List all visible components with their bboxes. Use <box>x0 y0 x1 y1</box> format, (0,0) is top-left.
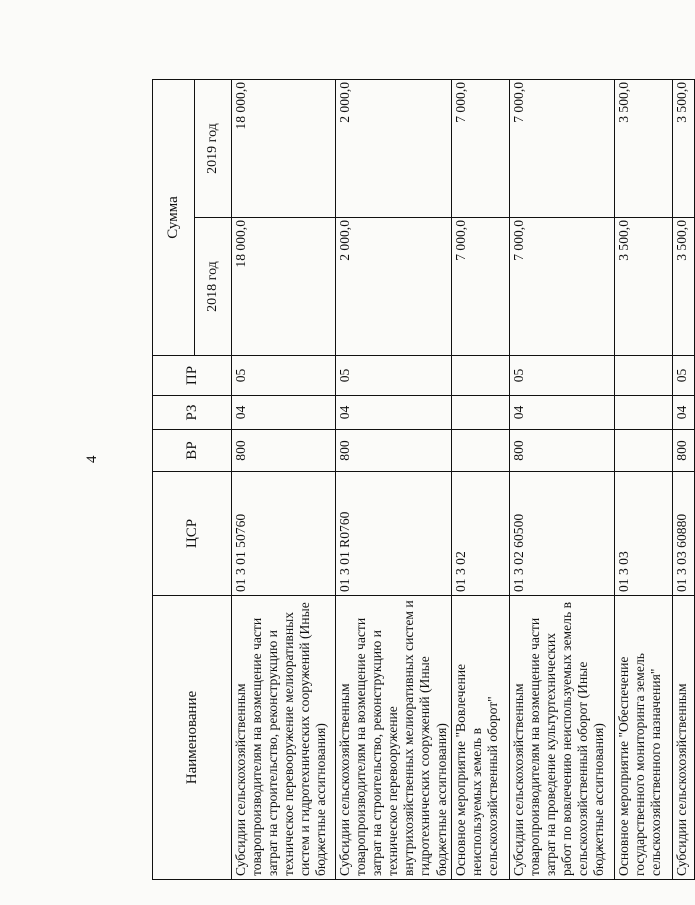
row-csr: 01 3 02 <box>451 472 509 596</box>
row-name: Основное мероприятие "Вовлечение неиспользуемых земель в сельскохозяйственный оборот" <box>451 596 509 880</box>
budget-table <box>152 79 695 880</box>
header-year-2018: 2018 год <box>195 218 232 356</box>
row-pr: 05 <box>509 356 614 396</box>
row-name: Субсидии сельскохозяйственным товаропроизводителям на возмещение части затрат на проведение культуртехнических работ по вовлечению неиспользуемых земель в сельскохозяйственный оборот (Иные бюджетные ассигнования) <box>509 596 614 880</box>
row-2018: 3 500,0 <box>614 218 672 356</box>
row-rz: 04 <box>509 396 614 430</box>
row-2019: 7 000,0 <box>509 79 614 217</box>
header-csr: ЦСР <box>153 472 232 596</box>
row-2019: 3 500,0 <box>672 79 694 217</box>
row-rz <box>451 396 509 430</box>
row-pr <box>451 356 509 396</box>
row-vr <box>614 430 672 472</box>
row-rz: 04 <box>232 396 336 430</box>
row-2019: 2 000,0 <box>336 79 452 217</box>
header-year-2019: 2019 год <box>195 79 232 217</box>
table-row <box>232 79 336 879</box>
header-row <box>153 79 195 879</box>
row-2018: 7 000,0 <box>451 218 509 356</box>
row-pr: 05 <box>336 356 452 396</box>
row-rz: 04 <box>336 396 452 430</box>
row-csr: 01 3 03 60880 <box>672 472 694 596</box>
row-pr <box>614 356 672 396</box>
row-rz <box>614 396 672 430</box>
row-csr: 01 3 01 R0760 <box>336 472 452 596</box>
row-vr: 800 <box>672 430 694 472</box>
row-csr: 01 3 01 50760 <box>232 472 336 596</box>
row-2018: 3 500,0 <box>672 218 694 356</box>
row-csr: 01 3 03 <box>614 472 672 596</box>
row-2018: 7 000,0 <box>509 218 614 356</box>
table-row <box>509 79 614 879</box>
row-name: Субсидии сельскохозяйственным товаропроизводителям на возмещение части затрат на строительство, реконструкцию и техническое перевооружение мелиоративных систем и гидротехнических сооружений (Иные бюджетные ассигнования) <box>232 596 336 880</box>
table-row <box>672 79 694 879</box>
row-vr: 800 <box>232 430 336 472</box>
header-vr: ВР <box>153 430 232 472</box>
row-2019: 7 000,0 <box>451 79 509 217</box>
row-pr: 05 <box>672 356 694 396</box>
row-2018: 2 000,0 <box>336 218 452 356</box>
row-2018: 18 000,0 <box>232 218 336 356</box>
row-csr: 01 3 02 60500 <box>509 472 614 596</box>
table-row <box>336 79 452 879</box>
row-pr: 05 <box>232 356 336 396</box>
row-2019: 3 500,0 <box>614 79 672 217</box>
row-vr <box>451 430 509 472</box>
page-number: 4 <box>84 455 100 463</box>
header-rz: РЗ <box>153 396 232 430</box>
row-vr: 800 <box>336 430 452 472</box>
row-name: Субсидии сельскохозяйственным <box>672 596 694 880</box>
table-row <box>614 79 672 879</box>
header-sum: Сумма <box>153 79 195 355</box>
header-name: Наименование <box>153 596 232 880</box>
row-name: Субсидии сельскохозяйственным товаропроизводителям на возмещение части затрат на строительство, реконструкцию и техническое перевооружение внутрихозяйственных мелиоративных систем и гидротехнических сооружений (Иные бюджетные ассигнования) <box>336 596 452 880</box>
row-rz: 04 <box>672 396 694 430</box>
row-vr: 800 <box>509 430 614 472</box>
rotated-table-container <box>152 80 689 880</box>
table-row <box>451 79 509 879</box>
header-pr: ПР <box>153 356 232 396</box>
row-name: Основное мероприятие "Обеспечение государственного мониторинга земель сельскохозяйственного назначения" <box>614 596 672 880</box>
row-2019: 18 000,0 <box>232 79 336 217</box>
